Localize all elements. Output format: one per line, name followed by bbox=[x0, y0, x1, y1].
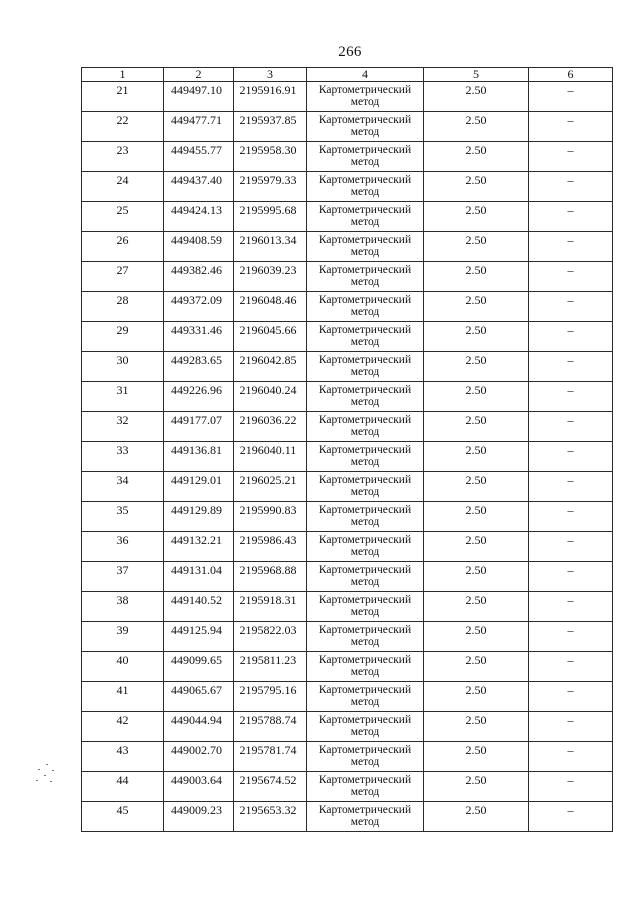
accuracy-cell: 2.50 bbox=[424, 382, 529, 412]
point-number-cell: 28 bbox=[82, 292, 164, 322]
accuracy-cell: 2.50 bbox=[424, 172, 529, 202]
point-number-cell: 25 bbox=[82, 202, 164, 232]
x-coordinate-cell: 449065.67 bbox=[164, 682, 234, 712]
accuracy-cell: 2.50 bbox=[424, 472, 529, 502]
method-line-1: Картометрический bbox=[318, 594, 412, 606]
method-line-2: метод bbox=[350, 156, 380, 168]
accuracy-cell: 2.50 bbox=[424, 442, 529, 472]
method-line-1: Картометрический bbox=[318, 654, 412, 666]
method-line-1: Картометрический bbox=[318, 114, 412, 126]
method-line-1: Картометрический bbox=[318, 714, 412, 726]
method-cell bbox=[307, 772, 424, 802]
point-number-cell: 37 bbox=[82, 562, 164, 592]
table-row bbox=[82, 742, 613, 772]
method-line-2: метод bbox=[350, 606, 380, 618]
point-number-cell: 39 bbox=[82, 622, 164, 652]
accuracy-cell: 2.50 bbox=[424, 322, 529, 352]
x-coordinate-cell: 449003.64 bbox=[164, 772, 234, 802]
y-coordinate-cell: 2196013.34 bbox=[234, 232, 307, 262]
table-row bbox=[82, 502, 613, 532]
method-line-2: метод bbox=[350, 246, 380, 258]
method-cell bbox=[307, 142, 424, 172]
accuracy-cell: 2.50 bbox=[424, 802, 529, 832]
method-line-1: Картометрический bbox=[318, 204, 412, 216]
method-line-2: метод bbox=[350, 636, 380, 648]
method-line-2: метод bbox=[350, 576, 380, 588]
method-cell bbox=[307, 292, 424, 322]
table-row bbox=[82, 802, 613, 832]
point-number-cell: 34 bbox=[82, 472, 164, 502]
method-line-2: метод bbox=[350, 726, 380, 738]
note-cell: – bbox=[529, 172, 613, 202]
method-line-1: Картометрический bbox=[318, 624, 412, 636]
x-coordinate-cell: 449132.21 bbox=[164, 532, 234, 562]
method-line-2: метод bbox=[350, 426, 380, 438]
column-header-6: 6 bbox=[529, 68, 613, 82]
x-coordinate-cell: 449125.94 bbox=[164, 622, 234, 652]
method-line-2: метод bbox=[350, 186, 380, 198]
method-line-2: метод bbox=[350, 666, 380, 678]
table-row bbox=[82, 232, 613, 262]
x-coordinate-cell: 449044.94 bbox=[164, 712, 234, 742]
y-coordinate-cell: 2195674.52 bbox=[234, 772, 307, 802]
method-line-1: Картометрический bbox=[318, 474, 412, 486]
point-number-cell: 23 bbox=[82, 142, 164, 172]
note-cell: – bbox=[529, 472, 613, 502]
note-cell: – bbox=[529, 112, 613, 142]
x-coordinate-cell: 449382.46 bbox=[164, 262, 234, 292]
method-line-2: метод bbox=[350, 96, 380, 108]
column-header-5: 5 bbox=[424, 68, 529, 82]
x-coordinate-cell: 449129.89 bbox=[164, 502, 234, 532]
method-line-2: метод bbox=[350, 486, 380, 498]
column-header-3: 3 bbox=[234, 68, 307, 82]
accuracy-cell: 2.50 bbox=[424, 292, 529, 322]
y-coordinate-cell: 2195937.85 bbox=[234, 112, 307, 142]
table-row bbox=[82, 622, 613, 652]
table-row bbox=[82, 412, 613, 442]
method-cell bbox=[307, 232, 424, 262]
point-number-cell: 43 bbox=[82, 742, 164, 772]
point-number-cell: 22 bbox=[82, 112, 164, 142]
method-line-1: Картометрический bbox=[318, 414, 412, 426]
method-line-1: Картометрический bbox=[318, 294, 412, 306]
method-line-1: Картометрический bbox=[318, 144, 412, 156]
accuracy-cell: 2.50 bbox=[424, 682, 529, 712]
method-line-1: Картометрический bbox=[318, 174, 412, 186]
method-cell bbox=[307, 322, 424, 352]
point-number-cell: 33 bbox=[82, 442, 164, 472]
table-row bbox=[82, 682, 613, 712]
page-number: 266 bbox=[338, 44, 362, 60]
table-row bbox=[82, 142, 613, 172]
x-coordinate-cell: 449497.10 bbox=[164, 82, 234, 112]
accuracy-cell: 2.50 bbox=[424, 652, 529, 682]
note-cell: – bbox=[529, 142, 613, 172]
table-row bbox=[82, 292, 613, 322]
y-coordinate-cell: 2195995.68 bbox=[234, 202, 307, 232]
note-cell: – bbox=[529, 742, 613, 772]
y-coordinate-cell: 2195822.03 bbox=[234, 622, 307, 652]
method-line-2: метод bbox=[350, 336, 380, 348]
method-line-2: метод bbox=[350, 366, 380, 378]
method-line-1: Картометрический bbox=[318, 444, 412, 456]
method-cell bbox=[307, 532, 424, 562]
note-cell: – bbox=[529, 232, 613, 262]
method-cell bbox=[307, 112, 424, 142]
table-row bbox=[82, 712, 613, 742]
header-row bbox=[82, 68, 613, 82]
point-number-cell: 44 bbox=[82, 772, 164, 802]
point-number-cell: 35 bbox=[82, 502, 164, 532]
margin-specks bbox=[34, 764, 60, 786]
table-body bbox=[82, 82, 613, 832]
method-line-2: метод bbox=[350, 126, 380, 138]
method-line-2: метод bbox=[350, 756, 380, 768]
table-row bbox=[82, 82, 613, 112]
method-cell bbox=[307, 802, 424, 832]
note-cell: – bbox=[529, 442, 613, 472]
table-row bbox=[82, 652, 613, 682]
method-line-2: метод bbox=[350, 786, 380, 798]
method-cell bbox=[307, 262, 424, 292]
method-cell bbox=[307, 382, 424, 412]
y-coordinate-cell: 2196036.22 bbox=[234, 412, 307, 442]
y-coordinate-cell: 2195795.16 bbox=[234, 682, 307, 712]
x-coordinate-cell: 449408.59 bbox=[164, 232, 234, 262]
accuracy-cell: 2.50 bbox=[424, 742, 529, 772]
method-line-1: Картометрический bbox=[318, 744, 412, 756]
table-row bbox=[82, 772, 613, 802]
x-coordinate-cell: 449424.13 bbox=[164, 202, 234, 232]
accuracy-cell: 2.50 bbox=[424, 262, 529, 292]
x-coordinate-cell: 449131.04 bbox=[164, 562, 234, 592]
method-cell bbox=[307, 712, 424, 742]
table-row bbox=[82, 262, 613, 292]
method-line-1: Картометрический bbox=[318, 354, 412, 366]
method-line-1: Картометрический bbox=[318, 384, 412, 396]
note-cell: – bbox=[529, 502, 613, 532]
x-coordinate-cell: 449009.23 bbox=[164, 802, 234, 832]
y-coordinate-cell: 2195958.30 bbox=[234, 142, 307, 172]
accuracy-cell: 2.50 bbox=[424, 712, 529, 742]
method-cell bbox=[307, 562, 424, 592]
table-row bbox=[82, 532, 613, 562]
y-coordinate-cell: 2195990.83 bbox=[234, 502, 307, 532]
note-cell: – bbox=[529, 532, 613, 562]
note-cell: – bbox=[529, 322, 613, 352]
point-number-cell: 27 bbox=[82, 262, 164, 292]
table-row bbox=[82, 202, 613, 232]
method-cell bbox=[307, 742, 424, 772]
y-coordinate-cell: 2195979.33 bbox=[234, 172, 307, 202]
accuracy-cell: 2.50 bbox=[424, 622, 529, 652]
point-number-cell: 26 bbox=[82, 232, 164, 262]
method-line-1: Картометрический bbox=[318, 564, 412, 576]
method-line-2: метод bbox=[350, 276, 380, 288]
table-row bbox=[82, 112, 613, 142]
method-line-2: метод bbox=[350, 456, 380, 468]
table-row bbox=[82, 592, 613, 622]
table-row bbox=[82, 562, 613, 592]
point-number-cell: 38 bbox=[82, 592, 164, 622]
y-coordinate-cell: 2196045.66 bbox=[234, 322, 307, 352]
x-coordinate-cell: 449226.96 bbox=[164, 382, 234, 412]
accuracy-cell: 2.50 bbox=[424, 142, 529, 172]
method-line-2: метод bbox=[350, 306, 380, 318]
method-line-2: метод bbox=[350, 216, 380, 228]
y-coordinate-cell: 2195811.23 bbox=[234, 652, 307, 682]
point-number-cell: 30 bbox=[82, 352, 164, 382]
x-coordinate-cell: 449477.71 bbox=[164, 112, 234, 142]
column-header-4: 4 bbox=[307, 68, 424, 82]
y-coordinate-cell: 2196042.85 bbox=[234, 352, 307, 382]
x-coordinate-cell: 449140.52 bbox=[164, 592, 234, 622]
method-line-1: Картометрический bbox=[318, 84, 412, 96]
x-coordinate-cell: 449129.01 bbox=[164, 472, 234, 502]
x-coordinate-cell: 449331.46 bbox=[164, 322, 234, 352]
y-coordinate-cell: 2196025.21 bbox=[234, 472, 307, 502]
point-number-cell: 42 bbox=[82, 712, 164, 742]
table-row bbox=[82, 382, 613, 412]
y-coordinate-cell: 2196048.46 bbox=[234, 292, 307, 322]
y-coordinate-cell: 2195653.32 bbox=[234, 802, 307, 832]
method-line-2: метод bbox=[350, 396, 380, 408]
x-coordinate-cell: 449372.09 bbox=[164, 292, 234, 322]
point-number-cell: 21 bbox=[82, 82, 164, 112]
x-coordinate-cell: 449099.65 bbox=[164, 652, 234, 682]
x-coordinate-cell: 449002.70 bbox=[164, 742, 234, 772]
method-line-1: Картометрический bbox=[318, 804, 412, 816]
y-coordinate-cell: 2195781.74 bbox=[234, 742, 307, 772]
accuracy-cell: 2.50 bbox=[424, 202, 529, 232]
method-cell bbox=[307, 172, 424, 202]
table-row bbox=[82, 472, 613, 502]
table-row bbox=[82, 352, 613, 382]
accuracy-cell: 2.50 bbox=[424, 592, 529, 622]
point-number-cell: 29 bbox=[82, 322, 164, 352]
accuracy-cell: 2.50 bbox=[424, 232, 529, 262]
note-cell: – bbox=[529, 592, 613, 622]
note-cell: – bbox=[529, 382, 613, 412]
method-cell bbox=[307, 592, 424, 622]
x-coordinate-cell: 449177.07 bbox=[164, 412, 234, 442]
x-coordinate-cell: 449455.77 bbox=[164, 142, 234, 172]
y-coordinate-cell: 2196040.11 bbox=[234, 442, 307, 472]
method-line-2: метод bbox=[350, 696, 380, 708]
method-cell bbox=[307, 652, 424, 682]
y-coordinate-cell: 2195918.31 bbox=[234, 592, 307, 622]
note-cell: – bbox=[529, 652, 613, 682]
note-cell: – bbox=[529, 82, 613, 112]
method-line-2: метод bbox=[350, 816, 380, 828]
note-cell: – bbox=[529, 352, 613, 382]
x-coordinate-cell: 449136.81 bbox=[164, 442, 234, 472]
point-number-cell: 24 bbox=[82, 172, 164, 202]
method-cell bbox=[307, 202, 424, 232]
column-header-1: 1 bbox=[82, 68, 164, 82]
note-cell: – bbox=[529, 622, 613, 652]
method-cell bbox=[307, 442, 424, 472]
note-cell: – bbox=[529, 262, 613, 292]
note-cell: – bbox=[529, 712, 613, 742]
x-coordinate-cell: 449283.65 bbox=[164, 352, 234, 382]
coordinates-table bbox=[81, 67, 613, 832]
note-cell: – bbox=[529, 772, 613, 802]
table-row bbox=[82, 322, 613, 352]
point-number-cell: 40 bbox=[82, 652, 164, 682]
method-cell bbox=[307, 622, 424, 652]
method-line-2: метод bbox=[350, 546, 380, 558]
x-coordinate-cell: 449437.40 bbox=[164, 172, 234, 202]
method-line-1: Картометрический bbox=[318, 264, 412, 276]
point-number-cell: 45 bbox=[82, 802, 164, 832]
note-cell: – bbox=[529, 682, 613, 712]
method-cell bbox=[307, 502, 424, 532]
y-coordinate-cell: 2195916.91 bbox=[234, 82, 307, 112]
table-row bbox=[82, 442, 613, 472]
method-cell bbox=[307, 352, 424, 382]
method-line-1: Картометрический bbox=[318, 234, 412, 246]
method-cell bbox=[307, 82, 424, 112]
accuracy-cell: 2.50 bbox=[424, 412, 529, 442]
point-number-cell: 31 bbox=[82, 382, 164, 412]
point-number-cell: 36 bbox=[82, 532, 164, 562]
method-cell bbox=[307, 472, 424, 502]
method-line-1: Картометрический bbox=[318, 774, 412, 786]
y-coordinate-cell: 2196039.23 bbox=[234, 262, 307, 292]
note-cell: – bbox=[529, 802, 613, 832]
note-cell: – bbox=[529, 202, 613, 232]
y-coordinate-cell: 2196040.24 bbox=[234, 382, 307, 412]
note-cell: – bbox=[529, 412, 613, 442]
accuracy-cell: 2.50 bbox=[424, 82, 529, 112]
accuracy-cell: 2.50 bbox=[424, 112, 529, 142]
accuracy-cell: 2.50 bbox=[424, 352, 529, 382]
method-line-1: Картометрический bbox=[318, 324, 412, 336]
column-header-2: 2 bbox=[164, 68, 234, 82]
point-number-cell: 32 bbox=[82, 412, 164, 442]
accuracy-cell: 2.50 bbox=[424, 562, 529, 592]
accuracy-cell: 2.50 bbox=[424, 772, 529, 802]
method-line-1: Картометрический bbox=[318, 504, 412, 516]
y-coordinate-cell: 2195986.43 bbox=[234, 532, 307, 562]
y-coordinate-cell: 2195788.74 bbox=[234, 712, 307, 742]
accuracy-cell: 2.50 bbox=[424, 532, 529, 562]
accuracy-cell: 2.50 bbox=[424, 502, 529, 532]
note-cell: – bbox=[529, 562, 613, 592]
y-coordinate-cell: 2195968.88 bbox=[234, 562, 307, 592]
method-line-2: метод bbox=[350, 516, 380, 528]
method-cell bbox=[307, 412, 424, 442]
method-line-1: Картометрический bbox=[318, 534, 412, 546]
table-row bbox=[82, 172, 613, 202]
point-number-cell: 41 bbox=[82, 682, 164, 712]
note-cell: – bbox=[529, 292, 613, 322]
method-line-1: Картометрический bbox=[318, 684, 412, 696]
method-cell bbox=[307, 682, 424, 712]
